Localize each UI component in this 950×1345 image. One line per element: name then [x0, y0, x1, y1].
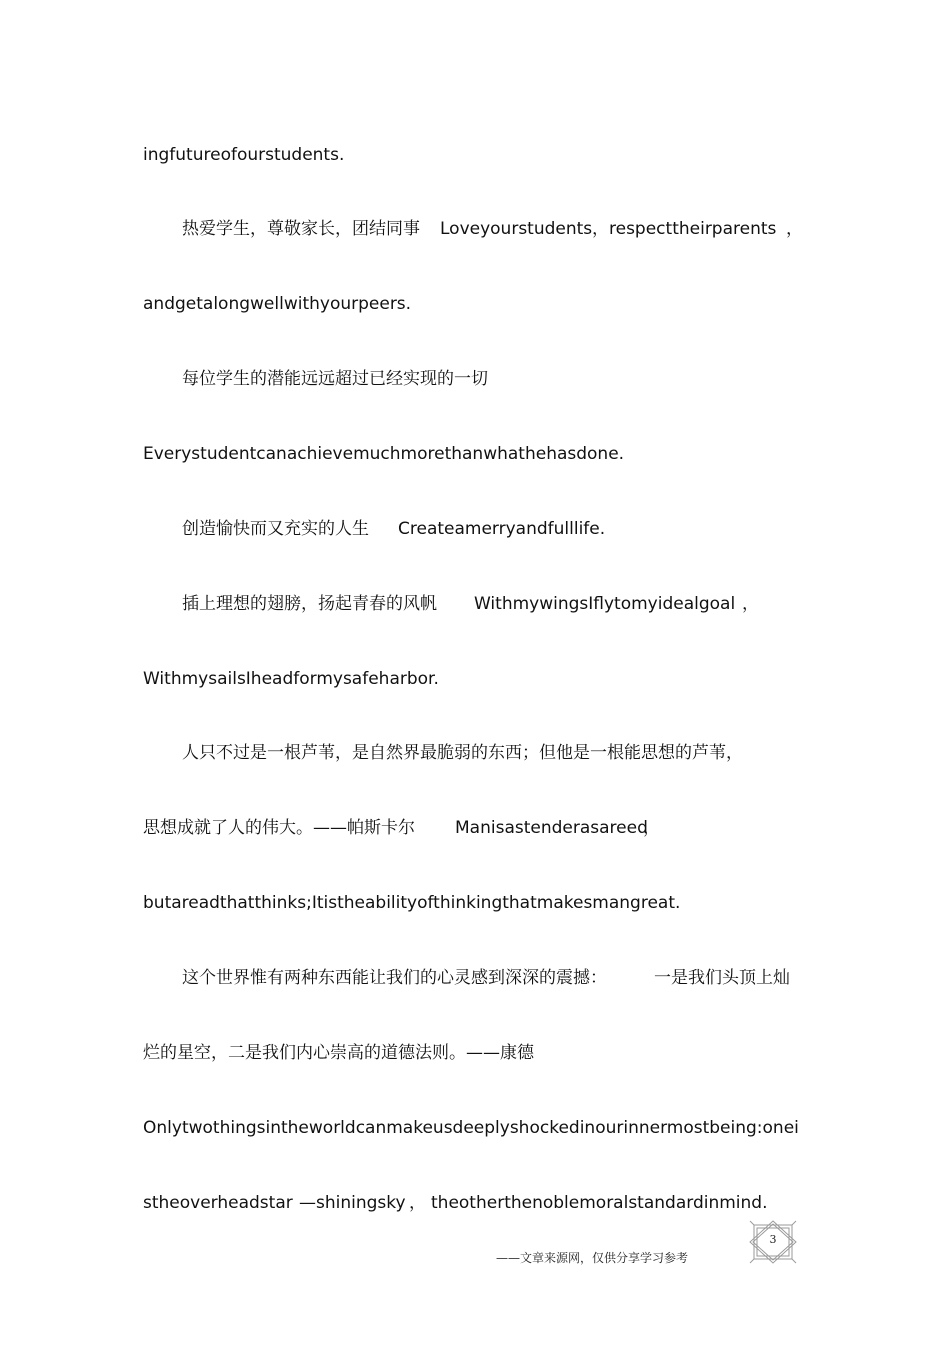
text-line: [143, 893, 681, 933]
text-segment: Manisastenderasareed: [455, 818, 648, 838]
text-line: [143, 294, 412, 334]
text-line: [182, 519, 606, 579]
text-line: [143, 818, 660, 898]
page-number-badge: [748, 1220, 798, 1264]
text-line: [143, 444, 625, 484]
text-segment: 插上理想的翅膀，扬起青春的风帆: [182, 594, 437, 614]
text-segment: Createamerryandfulllife.: [398, 519, 606, 539]
text-line: [182, 743, 743, 783]
text-segment: 烂的星空，二是我们内心崇高的道德法则。——康德: [143, 1043, 534, 1063]
text-segment: Everystudentcanachievemuchmorethanwhathehasdone.: [143, 444, 625, 464]
text-line: [143, 669, 439, 709]
page-number: 3: [769, 1233, 777, 1246]
text-segment: ingfutureofourstudents.: [143, 145, 345, 165]
text-segment: Loveyourstudents: [440, 219, 593, 239]
text-line: [143, 145, 345, 185]
text-line: [182, 594, 759, 674]
text-segment: 一是我们头顶上灿: [654, 968, 790, 988]
text-segment: WithmysailsIheadformysafeharbor.: [143, 669, 439, 689]
text-segment: 思想成就了人的伟大。——帕斯卡尔: [143, 818, 415, 838]
text-segment: butareadthatthinks;Itistheabilityofthinkingthatmakesmangreat.: [143, 893, 681, 913]
text-segment: stheoverheadstar: [143, 1193, 293, 1213]
text-segment: ，: [786, 219, 803, 239]
text-segment: WithmywingsIflytomyidealgoal: [474, 594, 736, 614]
text-segment: 这个世界惟有两种东西能让我们的心灵感到深深的震撼：: [182, 968, 607, 988]
text-segment: 人只不过是一根芦苇，是自然界最脆弱的东西；但他是一根能思想的芦苇，: [182, 743, 743, 763]
text-line: [182, 968, 790, 1028]
text-segment: 每位学生的潜能远远超过已经实现的一切: [182, 369, 488, 389]
text-segment: Onlytwothingsintheworldcanmakeusdeeplyshockedinourinnermostbeing:onei: [143, 1118, 799, 1138]
text-segment: ，: [742, 594, 759, 614]
text-line: [182, 369, 488, 409]
text-segment: 热爱学生，尊敬家长，团结同事: [182, 219, 420, 239]
footer-source-note: ——文章来源网，仅供分享学习参考: [496, 1251, 689, 1265]
text-segment: 创造愉快而又充实的人生: [182, 519, 369, 539]
text-segment: theotherthenoblemoralstandardinmind.: [431, 1193, 768, 1213]
text-line: [143, 1118, 799, 1158]
text-segment: —shiningsky: [299, 1193, 406, 1213]
text-segment: ，: [409, 1193, 426, 1213]
text-segment: andgetalongwellwithyourpeers.: [143, 294, 412, 314]
text-line: [143, 1043, 534, 1083]
text-segment: ，: [643, 818, 660, 838]
text-segment: ，respecttheirparents: [592, 219, 777, 239]
